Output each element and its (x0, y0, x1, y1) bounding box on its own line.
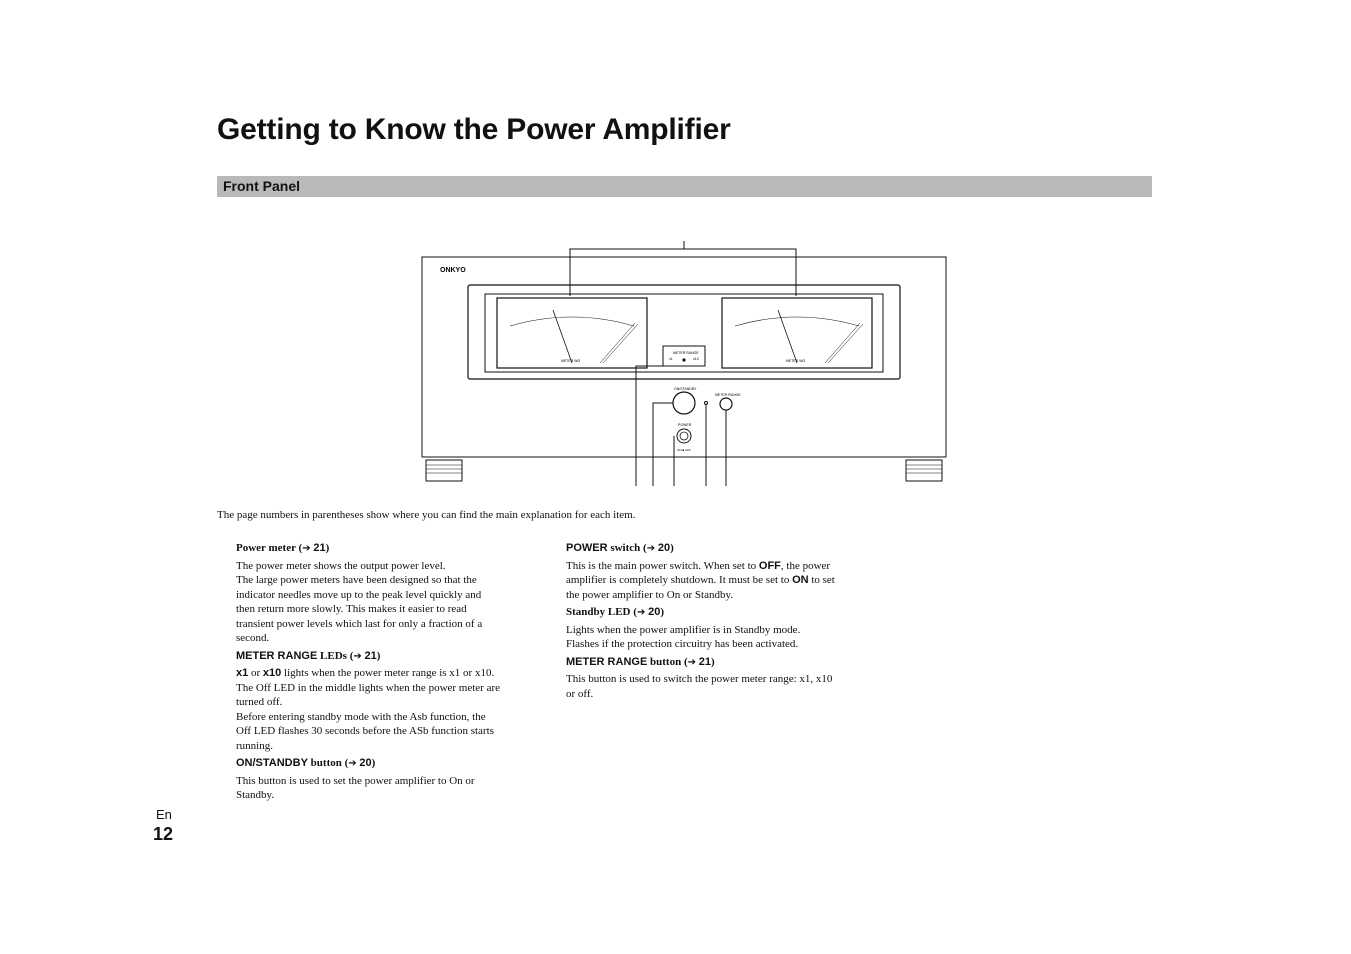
item-text: Before entering standby mode with the Asb function, the Off LED flashes 30 seconds before the ASb function starts running. (236, 710, 494, 752)
arrow-icon: ➔ (353, 650, 362, 662)
item-text: This is the main power switch. When set to (566, 559, 759, 572)
item-title-rest: LEDs (317, 649, 347, 662)
left-meter-needle (553, 310, 572, 363)
standby-label: ON/STANDBY (674, 387, 697, 391)
meter-range-button-shape (720, 398, 732, 410)
right-meter-needle (778, 310, 797, 363)
meter-window-outer (468, 285, 900, 379)
item-title-rest: button (307, 757, 342, 769)
power-switch-shape (677, 429, 691, 443)
item-title: Power meter (236, 542, 296, 554)
item-title-rest: switch (607, 542, 641, 554)
meter-callout-bracket (570, 249, 796, 296)
left-meter-unit: METER WΩ (561, 359, 581, 363)
section-header-bar (217, 176, 1152, 197)
item-text: This button is used to switch the power meter range: x1, x10 or off. (566, 673, 833, 700)
meter-range-led-box (663, 346, 705, 366)
front-panel-diagram (415, 238, 955, 488)
arrow-icon: ➔ (687, 656, 697, 668)
on-standby-button-shape (673, 392, 695, 414)
led-x1-label: x1 (669, 357, 673, 361)
arrow-icon: ➔ (646, 543, 656, 554)
item-text: , the power amplifier is completely shutdown. It must be set to (566, 559, 831, 586)
item-text: The power meter shows the output power level. (236, 559, 446, 572)
inline-text: or (248, 667, 263, 679)
keyword-x10: x10 (262, 667, 282, 679)
power-sublabel: ON ■ OFF (677, 448, 691, 452)
amplifier-chassis (422, 257, 946, 457)
left-meter-scale (510, 317, 634, 326)
meter-range-label: METER RANGE (715, 393, 741, 397)
meter-range-led-label: METER RANGE (673, 351, 699, 355)
led-callout (636, 366, 663, 486)
right-meter-scale (735, 317, 859, 326)
item-title-caps: ON/STANDBY (236, 757, 308, 769)
page-ref: 20 (648, 606, 661, 618)
brand-logo: ONKYO (440, 267, 466, 274)
standby-callout (653, 403, 673, 486)
right-power-meter (722, 298, 872, 368)
item-title: Standby LED (566, 606, 631, 618)
page-number: 12 (153, 824, 174, 844)
item-power-switch: POWER switch (➔ 20) This is the main power switch. When set to OFF, the power amplifier is completely shutdown. It must be set to ON to set the power amplifier to On or Standby. (566, 542, 835, 601)
left-foot (426, 460, 462, 481)
item-meter-range-leds: METER RANGE LEDs (➔ 21) x1 or x10 lights when the power meter range is x1 or x10. The Off LED in the middle lights when the power meter are turned off. Before entering standby mode with the Asb function, the Off LED flashes 30 seconds before the ASb function starts running. (236, 649, 501, 752)
right-meter-unit: METER WΩ (786, 359, 806, 363)
page-ref: 21 (698, 655, 712, 668)
item-power-meter: Power meter (➔ 21) The power meter shows the output power level. The large power meters have been designed so that the indicator needles move up to the peak level quickly and then return more slowly. This makes it easier to read transient power levels which last for only a fraction of a second. (236, 541, 501, 646)
led-x10-label: x10 (693, 357, 699, 361)
item-text: The large power meters have been designed so that the indicator needles move up to the peak level quickly and then return more slowly. This makes it easier to read transient power levels which last for only a fraction of a second. (236, 574, 483, 644)
power-label: POWER (678, 423, 692, 427)
right-foot (906, 460, 942, 481)
item-title-rest: button (647, 655, 682, 668)
keyword-on: ON (792, 574, 809, 586)
intro-text: The page numbers in parentheses show where you can find the main explanation for each item. (217, 509, 636, 521)
arrow-icon: ➔ (348, 758, 357, 769)
description-column-left (236, 541, 501, 806)
item-meter-range-button: METER RANGE button (➔ 21) This button is used to switch the power meter range: x1, x10 or off. (566, 655, 836, 702)
arrow-icon: ➔ (636, 607, 646, 618)
item-text: lights when the power meter range is x1 or x10. The Off LED in the middle lights when the power meter are turned off. (236, 667, 501, 708)
arrow-icon: ➔ (302, 543, 311, 554)
item-standby-led: Standby LED (➔ 20) Lights when the power amplifier is in Standby mode. Flashes if the protection circuitry has been activated. (566, 605, 836, 652)
description-column-right (566, 541, 836, 704)
item-text: Lights when the power amplifier is in Standby mode. Flashes if the protection circuitry has been activated. (566, 623, 801, 650)
item-title-caps: METER RANGE (236, 649, 318, 662)
page-ref: 21 (364, 649, 377, 662)
section-title: Front Panel (223, 178, 301, 194)
page-ref: 21 (313, 542, 326, 554)
item-on-standby: ON/STANDBY button (➔ 20) This button is used to set the power amplifier to On or Standby. (236, 756, 501, 803)
keyword-x1: x1 (236, 667, 249, 679)
page-ref: 20 (359, 757, 372, 769)
keyword-off: OFF (758, 559, 781, 572)
item-title-caps: POWER (566, 542, 608, 554)
item-title-caps: METER RANGE (566, 655, 648, 668)
item-text: This button is used to set the power amplifier to On or Standby. (236, 774, 475, 801)
page-title: Getting to Know the Power Amplifier (217, 113, 731, 146)
language-label: En (156, 807, 172, 822)
item-text: to set the power amplifier to On or Standby. (566, 574, 835, 601)
page-ref: 20 (657, 542, 671, 554)
left-power-meter (497, 298, 647, 368)
